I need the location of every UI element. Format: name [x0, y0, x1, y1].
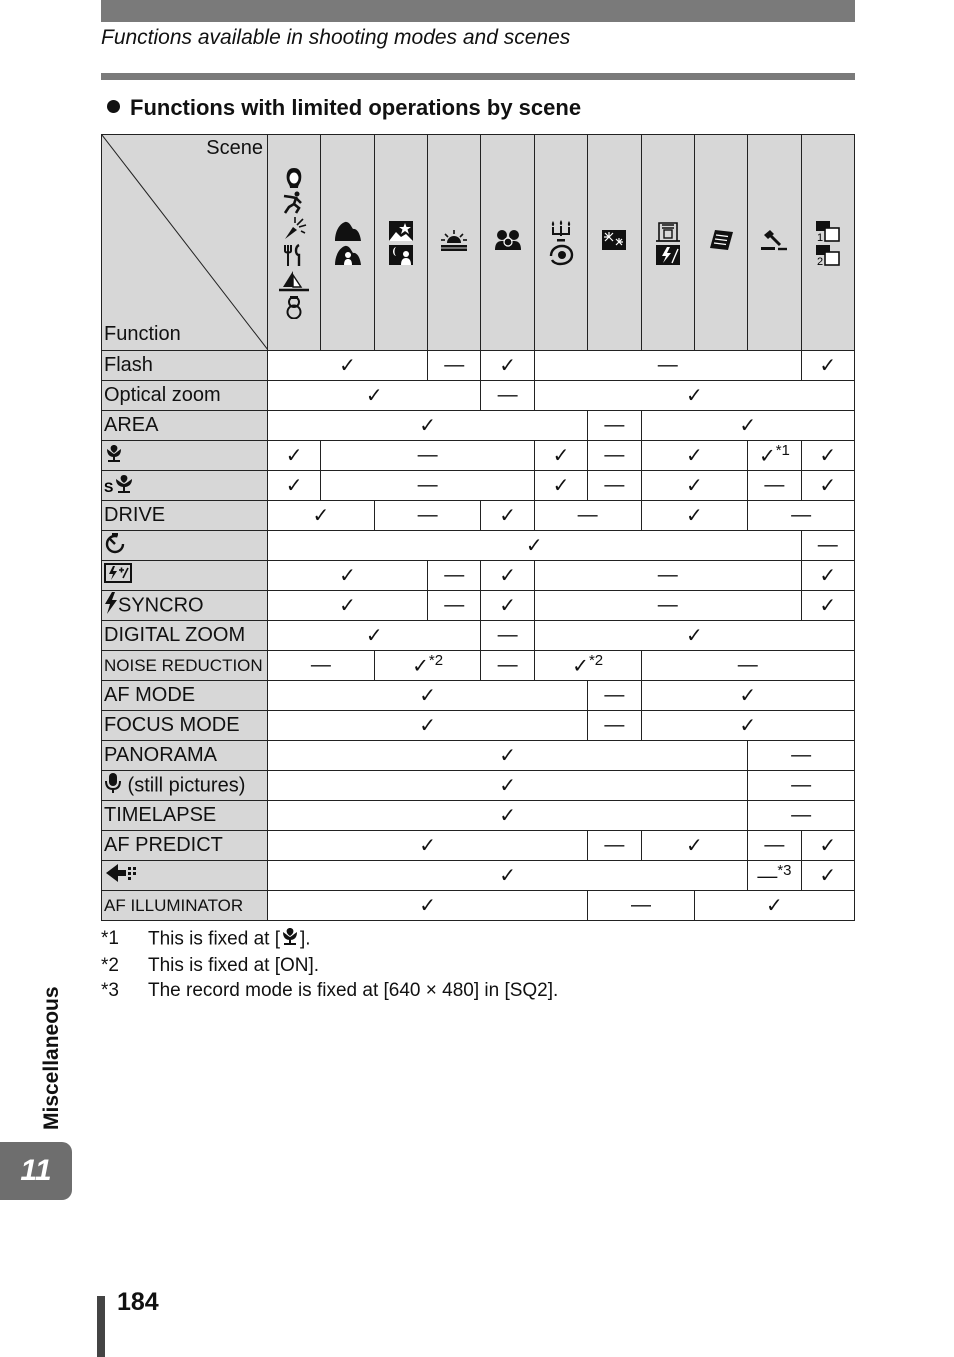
page-bar	[97, 1296, 105, 1357]
table-row	[102, 441, 855, 471]
check-cell: ✓	[534, 381, 854, 411]
bullet-icon	[107, 100, 120, 113]
landscape-icon	[321, 220, 373, 266]
check-cell: ✓	[641, 711, 854, 741]
check-cell: ✓	[641, 411, 854, 441]
row-label: PANORAMA	[102, 741, 268, 771]
corner-function-label: Function	[104, 323, 181, 345]
check-cell: ✓	[268, 831, 588, 861]
footnote-ref: *2	[428, 652, 444, 670]
dash-cell: —	[588, 471, 641, 501]
check-cell: ✓	[268, 471, 321, 501]
table-corner	[102, 135, 268, 351]
check-cell: ✓	[268, 381, 481, 411]
dash-cell: —	[588, 831, 641, 861]
check-cell: ✓	[268, 591, 428, 621]
row-label: FOCUS MODE	[102, 711, 268, 741]
auction-icon	[760, 234, 788, 256]
dash-cell: —	[428, 561, 481, 591]
chapter-tab: 11	[0, 1142, 72, 1200]
footnote-ref: *2	[588, 652, 604, 670]
check-cell: ✓	[694, 891, 854, 921]
check-cell: ✓	[481, 501, 534, 531]
dash-cell: —	[588, 711, 641, 741]
table-row	[102, 411, 855, 441]
svg-text:S: S	[104, 478, 114, 494]
footnote-ref: *1	[775, 442, 790, 460]
dash-cell: —	[321, 441, 534, 471]
header-title: Functions available in shooting modes and scenes	[101, 26, 571, 49]
quick-view-icon	[104, 862, 138, 890]
check-cell: ✓	[801, 591, 854, 621]
check-cell: ✓	[641, 831, 748, 861]
check-cell: ✓	[801, 441, 854, 471]
macro-icon	[280, 926, 300, 953]
check-cell: ✓	[534, 621, 854, 651]
row-label	[102, 861, 268, 891]
header-bar	[101, 0, 855, 22]
table-row	[102, 771, 855, 801]
chapter-label: Miscellaneous	[40, 986, 63, 1130]
dash-cell: —	[748, 501, 855, 531]
table-row	[102, 531, 855, 561]
table-row	[102, 501, 855, 531]
corner-diagonal	[102, 135, 268, 350]
dash-cell: —	[534, 561, 801, 591]
dash-cell: —	[588, 441, 641, 471]
dash-cell: —	[748, 471, 801, 501]
shoot-select-icon	[802, 220, 854, 266]
dash-cell: —	[481, 621, 534, 651]
check-cell: ✓	[801, 861, 854, 891]
function-table	[101, 134, 855, 921]
check-cell: ✓	[268, 741, 748, 771]
scene-column-document-icon	[694, 135, 747, 351]
dash-cell: —	[374, 501, 481, 531]
footnote: *2 This is fixed at [ON].	[101, 955, 320, 976]
row-label: DRIVE	[102, 501, 268, 531]
check-cell: ✓	[268, 411, 588, 441]
dash-cell: —	[534, 591, 801, 621]
super-macro-icon	[104, 472, 134, 500]
scene-column-fireworks-icon	[588, 135, 641, 351]
table-row	[102, 591, 855, 621]
row-label: TIMELAPSE	[102, 801, 268, 831]
check-cell: ✓	[268, 441, 321, 471]
table-body	[102, 351, 855, 921]
row-label: SYNCRO	[102, 591, 268, 621]
macro-icon	[104, 443, 124, 469]
dash-cell: —	[588, 891, 695, 921]
flash-bolt-icon	[104, 592, 118, 620]
row-label: AF ILLUMINATOR	[102, 891, 268, 921]
scene-column-shoot-select-icon	[801, 135, 854, 351]
footnotes	[101, 926, 558, 1003]
check-cell: ✓	[801, 831, 854, 861]
row-label	[102, 441, 268, 471]
document-icon	[708, 234, 734, 256]
dash-cell: —	[748, 741, 855, 771]
dash-cell: —	[321, 471, 534, 501]
row-label	[102, 561, 268, 591]
dash-cell: —	[588, 681, 641, 711]
table-row	[102, 561, 855, 591]
dash-cell: —	[481, 381, 534, 411]
scene-column-sunset-icon	[428, 135, 481, 351]
table-row	[102, 471, 855, 501]
check-cell: ✓	[481, 351, 534, 381]
check-cell: ✓	[268, 621, 481, 651]
dash-cell: —$^{*3}$	[748, 861, 801, 891]
check-cell: ✓	[801, 351, 854, 381]
section-title: Functions with limited operations by scene	[107, 95, 581, 121]
dash-cell: —	[428, 591, 481, 621]
row-label: AREA	[102, 411, 268, 441]
check-cell: ✓	[641, 501, 748, 531]
check-cell: ✓	[268, 891, 588, 921]
row-label: DIGITAL ZOOM	[102, 621, 268, 651]
table-header-row	[102, 135, 855, 351]
check-cell: ✓	[641, 681, 854, 711]
scene-column-group-icon	[481, 135, 534, 351]
scene-column-portrait-sport-fireworks-cuisine-beach-snow-icon	[268, 135, 321, 351]
svg-text:1: 1	[816, 231, 823, 242]
dash-cell: —	[801, 531, 854, 561]
check-cell: ✓	[534, 441, 587, 471]
check-cell: ✓	[481, 591, 534, 621]
dash-cell: —	[481, 651, 534, 681]
night-scene-icon	[375, 220, 427, 266]
check-cell: ✓	[641, 471, 748, 501]
table-row	[102, 831, 855, 861]
check-cell: ✓$^{*2}$	[534, 651, 641, 681]
row-label: AF MODE	[102, 681, 268, 711]
dash-cell: —	[268, 651, 375, 681]
row-label: NOISE REDUCTION	[102, 651, 268, 681]
svg-text:2: 2	[816, 255, 823, 266]
check-cell: ✓	[481, 561, 534, 591]
check-cell: ✓	[268, 351, 428, 381]
check-cell: ✓	[268, 501, 375, 531]
table-row	[102, 711, 855, 741]
scene-column-candle-icon	[534, 135, 587, 351]
group-icon	[494, 234, 522, 256]
indoor-icon	[642, 220, 694, 266]
dash-cell: —	[641, 651, 854, 681]
table-row	[102, 801, 855, 831]
scene-column-night-scene-icon	[374, 135, 427, 351]
portrait-sport-fireworks-cuisine-beach-snow-icon	[268, 167, 320, 319]
table-row	[102, 621, 855, 651]
check-cell: ✓$^{*1}$	[748, 441, 801, 471]
table-row	[102, 351, 855, 381]
dash-cell: —	[588, 411, 641, 441]
check-cell: ✓	[268, 771, 748, 801]
check-cell: ✓	[641, 441, 748, 471]
row-label: Flash	[102, 351, 268, 381]
dash-cell: —	[748, 801, 855, 831]
sunset-icon	[440, 234, 468, 256]
check-cell: ✓	[268, 531, 802, 561]
dash-cell: —	[428, 351, 481, 381]
row-label: (still pictures)	[102, 771, 268, 801]
table-row	[102, 651, 855, 681]
self-timer-icon	[104, 532, 126, 560]
corner-scene-label: Scene	[206, 137, 263, 159]
header-rule	[101, 73, 855, 80]
dash-cell: —	[534, 501, 641, 531]
check-cell: ✓	[801, 561, 854, 591]
footnote: *3 The record mode is fixed at [640 × 480] in [SQ2].	[101, 980, 559, 1001]
footnote: *1 This is fixed at [ ].	[101, 926, 558, 953]
check-cell: ✓	[534, 471, 587, 501]
dash-cell: —	[534, 351, 801, 381]
fireworks-icon	[601, 234, 627, 256]
footnote-ref: *3	[777, 862, 792, 880]
table-row	[102, 681, 855, 711]
row-label: AF PREDICT	[102, 831, 268, 861]
microphone-icon	[104, 772, 122, 800]
scene-column-indoor-icon	[641, 135, 694, 351]
row-label	[102, 531, 268, 561]
row-label	[102, 471, 268, 501]
check-cell: ✓	[801, 471, 854, 501]
scene-column-landscape-icon	[321, 135, 374, 351]
table-row	[102, 891, 855, 921]
check-cell: ✓	[268, 801, 748, 831]
candle-icon	[535, 220, 587, 266]
row-label: Optical zoom	[102, 381, 268, 411]
check-cell: ✓	[268, 681, 588, 711]
check-cell: ✓	[268, 711, 588, 741]
check-cell: ✓$^{*2}$	[374, 651, 481, 681]
check-cell: ✓	[268, 861, 748, 891]
table-row	[102, 381, 855, 411]
dash-cell: —	[748, 771, 855, 801]
page-number: 184	[117, 1288, 159, 1316]
table-row	[102, 741, 855, 771]
table-row	[102, 861, 855, 891]
check-cell: ✓	[268, 561, 428, 591]
flash-intensity-icon	[104, 563, 132, 589]
scene-column-auction-icon	[748, 135, 801, 351]
dash-cell: —	[748, 831, 801, 861]
